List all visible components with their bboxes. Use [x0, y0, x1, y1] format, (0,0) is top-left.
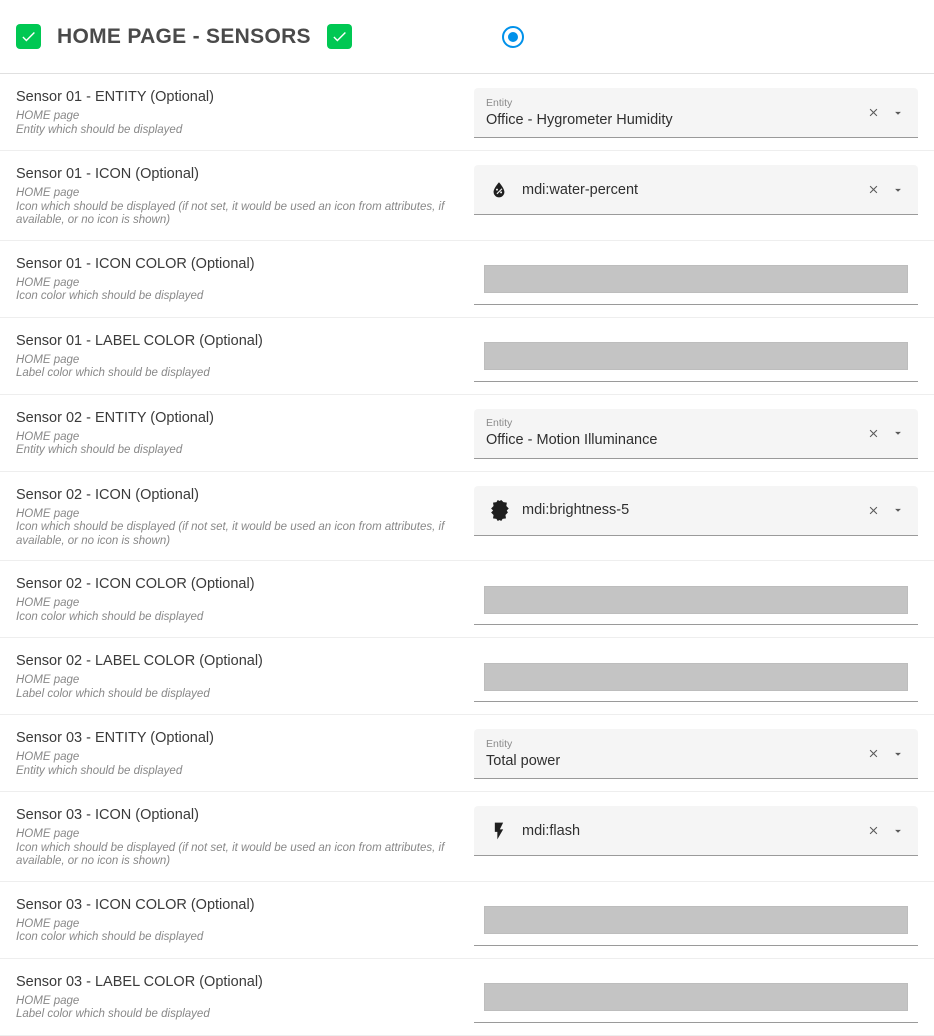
page-header — [0, 0, 934, 74]
entity-field-label: Entity — [486, 96, 513, 109]
row-title: Sensor 03 - LABEL COLOR (Optional) — [16, 973, 263, 990]
row-subtitle-description: Icon which should be displayed (if not set, it would be used an icon from attributes, if available, or no icon is shown) — [16, 200, 445, 226]
settings-row — [0, 318, 934, 395]
color-input-field[interactable] — [474, 255, 918, 305]
row-subtitle-page: HOME page — [16, 828, 80, 840]
row-label-block — [16, 806, 474, 869]
settings-row — [0, 882, 934, 959]
row-title: Sensor 01 - LABEL COLOR (Optional) — [16, 332, 263, 349]
row-subtitle-description: Icon color which should be displayed — [16, 290, 204, 302]
icon-select-content — [486, 500, 860, 521]
row-subtitle-description: Icon which should be displayed (if not set, it would be used an icon from attributes, if available, or no icon is shown) — [16, 841, 445, 867]
row-label-block — [16, 255, 474, 304]
icon-field-value: mdi:water-percent — [522, 181, 639, 198]
row-subtitle-page: HOME page — [16, 994, 80, 1007]
entity-field-label: Entity — [486, 417, 513, 429]
row-control-block — [474, 575, 918, 625]
entity-select-text — [486, 417, 860, 449]
color-input-field[interactable] — [474, 332, 918, 382]
chevron-down-icon[interactable] — [886, 818, 910, 844]
row-subtitle-page: HOME page — [16, 674, 80, 686]
entity-field-label: Entity — [486, 737, 513, 750]
row-label-block — [16, 88, 474, 137]
row-title: Sensor 03 - ENTITY (Optional) — [16, 730, 214, 746]
entity-field-value: Office - Motion Illuminance — [486, 432, 658, 448]
settings-row — [0, 472, 934, 562]
row-title: Sensor 02 - ICON COLOR (Optional) — [16, 576, 255, 592]
row-control-block — [474, 88, 918, 138]
color-swatch[interactable] — [484, 983, 908, 1011]
row-subtitle-description: Label color which should be displayed — [16, 1008, 210, 1020]
row-subtitle-page: HOME page — [16, 276, 80, 289]
chevron-down-icon[interactable] — [886, 420, 910, 446]
row-subtitle-page: HOME page — [16, 353, 80, 366]
checkbox-left-checked[interactable] — [16, 24, 41, 49]
row-subtitle-description: Label color which should be displayed — [16, 367, 210, 379]
entity-select-text — [486, 738, 860, 770]
row-subtitle-description: Icon color which should be displayed — [16, 610, 204, 623]
row-title: Sensor 01 - ICON (Optional) — [16, 166, 199, 182]
row-control-block — [474, 165, 918, 215]
row-title: Sensor 02 - LABEL COLOR (Optional) — [16, 653, 263, 669]
clear-icon[interactable] — [860, 420, 886, 446]
entity-field-value: Office - Hygrometer Humidity — [486, 111, 673, 128]
entity-select-text — [486, 97, 860, 129]
icon-select-content — [486, 821, 860, 841]
settings-row — [0, 151, 934, 241]
row-label-block — [16, 652, 474, 701]
color-swatch[interactable] — [484, 663, 908, 691]
row-subtitle-description: Entity which should be displayed — [16, 444, 183, 456]
row-label-block — [16, 575, 474, 624]
color-swatch[interactable] — [484, 265, 908, 293]
icon-select-field[interactable] — [474, 486, 918, 536]
settings-row — [0, 792, 934, 882]
settings-rows — [0, 74, 934, 1036]
settings-row — [0, 74, 934, 151]
icon-field-value: mdi:brightness-5 — [522, 502, 630, 518]
row-control-block — [474, 652, 918, 702]
row-title: Sensor 03 - ICON COLOR (Optional) — [16, 896, 255, 913]
row-control-block — [474, 409, 918, 459]
brightness-5-icon — [486, 500, 512, 521]
water-percent-icon — [486, 180, 512, 200]
row-label-block — [16, 729, 474, 778]
color-input-field[interactable] — [474, 575, 918, 625]
row-control-block — [474, 332, 918, 382]
row-control-block — [474, 729, 918, 779]
chevron-down-icon[interactable] — [886, 177, 910, 203]
settings-row — [0, 715, 934, 792]
chevron-down-icon[interactable] — [886, 741, 910, 767]
clear-icon[interactable] — [860, 177, 886, 203]
clear-icon[interactable] — [860, 818, 886, 844]
row-subtitle-description: Entity which should be displayed — [16, 764, 183, 777]
row-subtitle-description: Entity which should be displayed — [16, 123, 183, 136]
color-input-field[interactable] — [474, 896, 918, 946]
color-input-field[interactable] — [474, 973, 918, 1023]
row-title: Sensor 03 - ICON (Optional) — [16, 807, 199, 823]
row-label-block — [16, 896, 474, 945]
row-label-block — [16, 486, 474, 549]
row-title: Sensor 01 - ICON COLOR (Optional) — [16, 255, 255, 272]
row-control-block — [474, 973, 918, 1023]
color-swatch[interactable] — [484, 586, 908, 614]
row-title: Sensor 02 - ENTITY (Optional) — [16, 409, 214, 426]
row-title: Sensor 01 - ENTITY (Optional) — [16, 89, 214, 105]
entity-select-field[interactable] — [474, 88, 918, 138]
row-subtitle-page: HOME page — [16, 917, 80, 930]
radio-dot-icon — [508, 32, 518, 42]
row-label-block — [16, 165, 474, 228]
icon-select-content — [486, 180, 860, 200]
row-subtitle-page: HOME page — [16, 187, 80, 199]
color-input-field[interactable] — [474, 652, 918, 702]
row-label-block — [16, 409, 474, 458]
settings-row — [0, 395, 934, 472]
row-subtitle-page: HOME page — [16, 751, 80, 763]
flash-icon — [486, 821, 512, 841]
settings-row — [0, 561, 934, 638]
row-label-block — [16, 332, 474, 381]
color-swatch[interactable] — [484, 906, 908, 934]
row-subtitle-description: Icon color which should be displayed — [16, 931, 204, 943]
chevron-down-icon[interactable] — [886, 100, 910, 126]
chevron-down-icon[interactable] — [886, 497, 910, 523]
color-swatch[interactable] — [484, 342, 908, 370]
entity-select-field[interactable] — [474, 729, 918, 779]
row-control-block — [474, 806, 918, 856]
icon-select-field[interactable] — [474, 165, 918, 215]
checkbox-right-checked[interactable] — [327, 24, 352, 49]
clear-icon[interactable] — [860, 497, 886, 523]
row-subtitle-page: HOME page — [16, 507, 80, 520]
row-subtitle-page: HOME page — [16, 597, 80, 609]
settings-row — [0, 241, 934, 318]
clear-icon[interactable] — [860, 100, 886, 126]
row-title: Sensor 02 - ICON (Optional) — [16, 486, 199, 503]
row-label-block — [16, 973, 474, 1022]
page-title: HOME PAGE - SENSORS — [57, 24, 311, 48]
radio-button-selected[interactable] — [502, 26, 524, 48]
clear-icon[interactable] — [860, 741, 886, 767]
icon-field-value: mdi:flash — [522, 822, 581, 839]
settings-row — [0, 959, 934, 1036]
row-subtitle-description: Icon which should be displayed (if not set, it would be used an icon from attributes, if available, or no icon is shown) — [16, 521, 445, 547]
row-control-block — [474, 486, 918, 536]
row-control-block — [474, 896, 918, 946]
row-subtitle-description: Label color which should be displayed — [16, 687, 210, 700]
row-subtitle-page: HOME page — [16, 430, 80, 443]
icon-select-field[interactable] — [474, 806, 918, 856]
settings-row — [0, 638, 934, 715]
entity-select-field[interactable] — [474, 409, 918, 459]
row-control-block — [474, 255, 918, 305]
row-subtitle-page: HOME page — [16, 110, 80, 122]
entity-field-value: Total power — [486, 752, 561, 769]
